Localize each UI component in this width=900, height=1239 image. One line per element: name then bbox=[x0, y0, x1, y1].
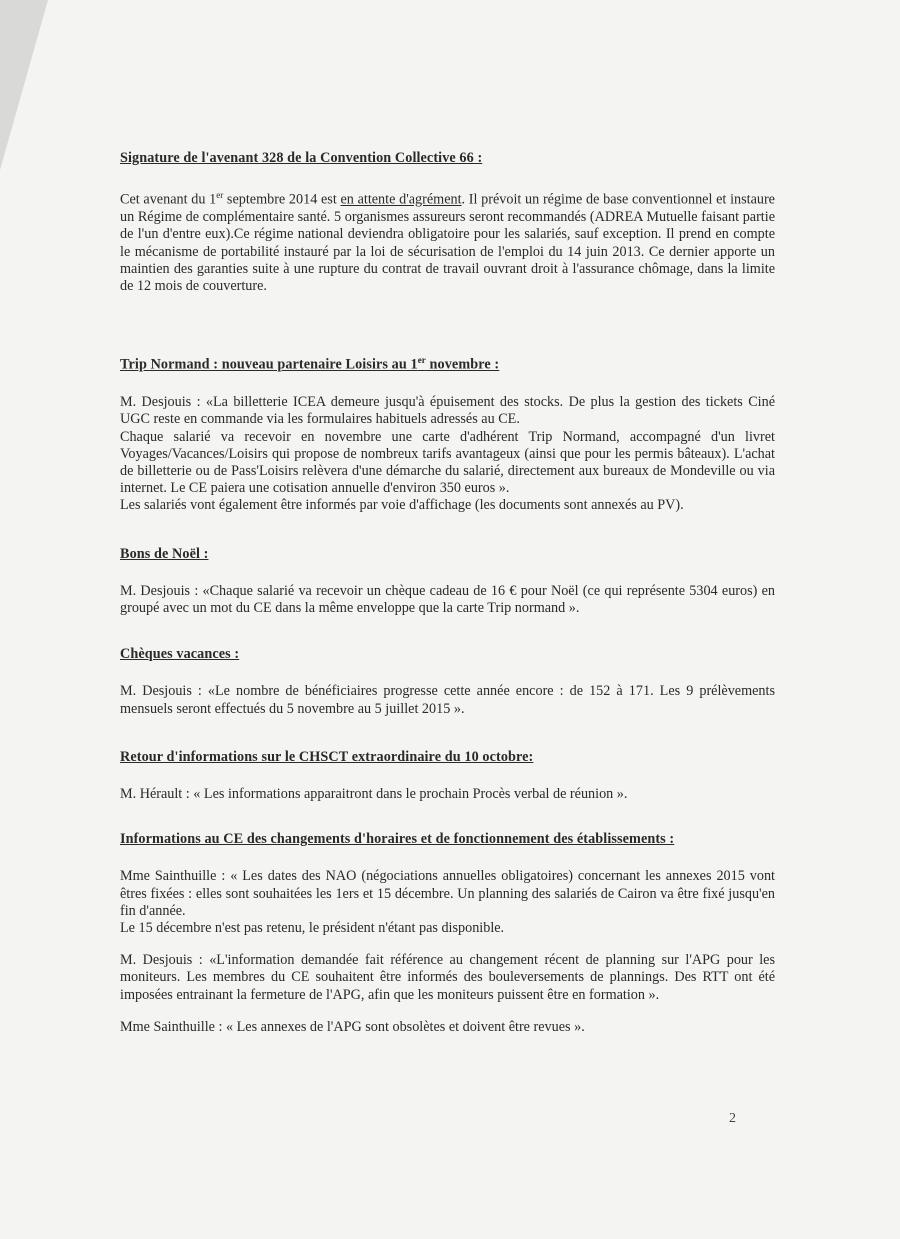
section-heading: Informations au CE des changements d'horaires et de fonctionnement des établissements : bbox=[120, 831, 675, 848]
text-run: Cet avenant du 1 bbox=[120, 191, 217, 208]
section-heading: Retour d'informations sur le CHSCT extraordinaire du 10 octobre: bbox=[120, 748, 534, 765]
superscript: er bbox=[216, 190, 224, 201]
paragraph: M. Desjouis : «La billetterie ICEA demeure jusqu'à épuisement des stocks. De plus la gestion des tickets Ciné UGC reste en commande via les formulaires habituels adressés au CE. bbox=[120, 394, 775, 428]
page-corner-fold bbox=[0, 0, 48, 170]
paragraph: M. Hérault : « Les informations apparaitront dans le prochain Procès verbal de réunion ». bbox=[120, 785, 628, 802]
section-chsct bbox=[120, 749, 775, 803]
paragraph: M. Desjouis : «Chaque salarié va recevoir un chèque cadeau de 16 € pour Noël (ce qui représente 5304 euros) en groupé avec un mot du CE dans la même enveloppe que la carte Trip normand ». bbox=[120, 582, 775, 616]
paragraph: M. Desjouis : «L'information demandée fait référence au changement récent de planning sur l'APG pour les moniteurs. Les membres du CE souhaitent être informés des bouleversements de plannings. Des RTT ont été imposées entrainant la fermeture de l'APG, afin que les moniteurs puissent être en formation ». bbox=[120, 952, 775, 1003]
section-bons-noel bbox=[120, 546, 775, 618]
paragraph: Le 15 décembre n'est pas retenu, le président n'étant pas disponible. bbox=[120, 919, 505, 936]
page-number: 2 bbox=[729, 1111, 736, 1126]
paragraph: Mme Sainthuille : « Les dates des NAO (négociations annuelles obligatoires) concernant les annexes 2015 vont êtres fixées : elles sont souhaitées les 1ers et 15 décembre. Un planning des salariés de Cairon va être fixé jusqu'en fin d'année. bbox=[120, 868, 775, 919]
paragraph: M. Desjouis : «Le nombre de bénéficiaires progresse cette année encore : de 152 à 171. Les 9 prélèvements mensuels seront effectués du 5 novembre au 5 juillet 2015 ». bbox=[120, 683, 775, 717]
section-horaires bbox=[120, 831, 775, 1036]
section-trip-normand bbox=[120, 352, 775, 514]
text-run: septembre 2014 est bbox=[223, 191, 341, 208]
section-heading: Signature de l'avenant 328 de la Convention Collective 66 : bbox=[120, 150, 483, 166]
section-heading: Chèques vacances : bbox=[120, 646, 240, 663]
section-heading bbox=[120, 352, 775, 374]
paragraph: Les salariés vont également être informés par voie d'affichage (les documents sont annexés au PV). bbox=[120, 497, 684, 514]
underlined-text: en attente d'agrément bbox=[340, 191, 462, 208]
heading-text: novembre : bbox=[425, 356, 500, 373]
superscript: er bbox=[417, 355, 426, 366]
document-body bbox=[120, 150, 775, 1036]
paragraph: Chaque salarié va recevoir en novembre une carte d'adhérent Trip Normand, accompagné d'un livret Voyages/Vacances/Loisirs qui propose de nombreux tarifs avantageux (ainsi que pour les permis bâteaux). L'achat de billetterie ou de Pass'Loisirs relèvera d'une démarche du salarié, directement aux bureaux de Mondeville ou via internet. Le CE paiera une cotisation annuelle d'environ 350 euros ». bbox=[120, 428, 775, 497]
text-run: . Il prévoit un régime de base conventionnel et instaure un Régime de complémentaire santé. 5 organismes assureurs seront recommandés (ADREA Mutuelle faisant partie de l'un d'entre eux).Ce régime national deviendra obligatoire pour les salariés, sauf exception. Il prend en compte le mécanisme de portabilité instauré par la loi de sécurisation de l'emploi du 14 juin 2013. Ce dernier apporte un maintien des garanties suite à une rupture du contrat de travail ouvrant droit à l'assurance chômage, dans la limite de 12 mois de couverture. bbox=[120, 191, 775, 294]
paragraph bbox=[120, 187, 775, 295]
section-avenant-328 bbox=[120, 150, 775, 295]
section-heading: Bons de Noël : bbox=[120, 545, 209, 562]
paragraph: Mme Sainthuille : « Les annexes de l'APG sont obsolètes et doivent être revues ». bbox=[120, 1018, 585, 1035]
section-cheques-vacances bbox=[120, 646, 775, 718]
heading-text: Trip Normand : nouveau partenaire Loisirs au 1 bbox=[120, 356, 418, 373]
